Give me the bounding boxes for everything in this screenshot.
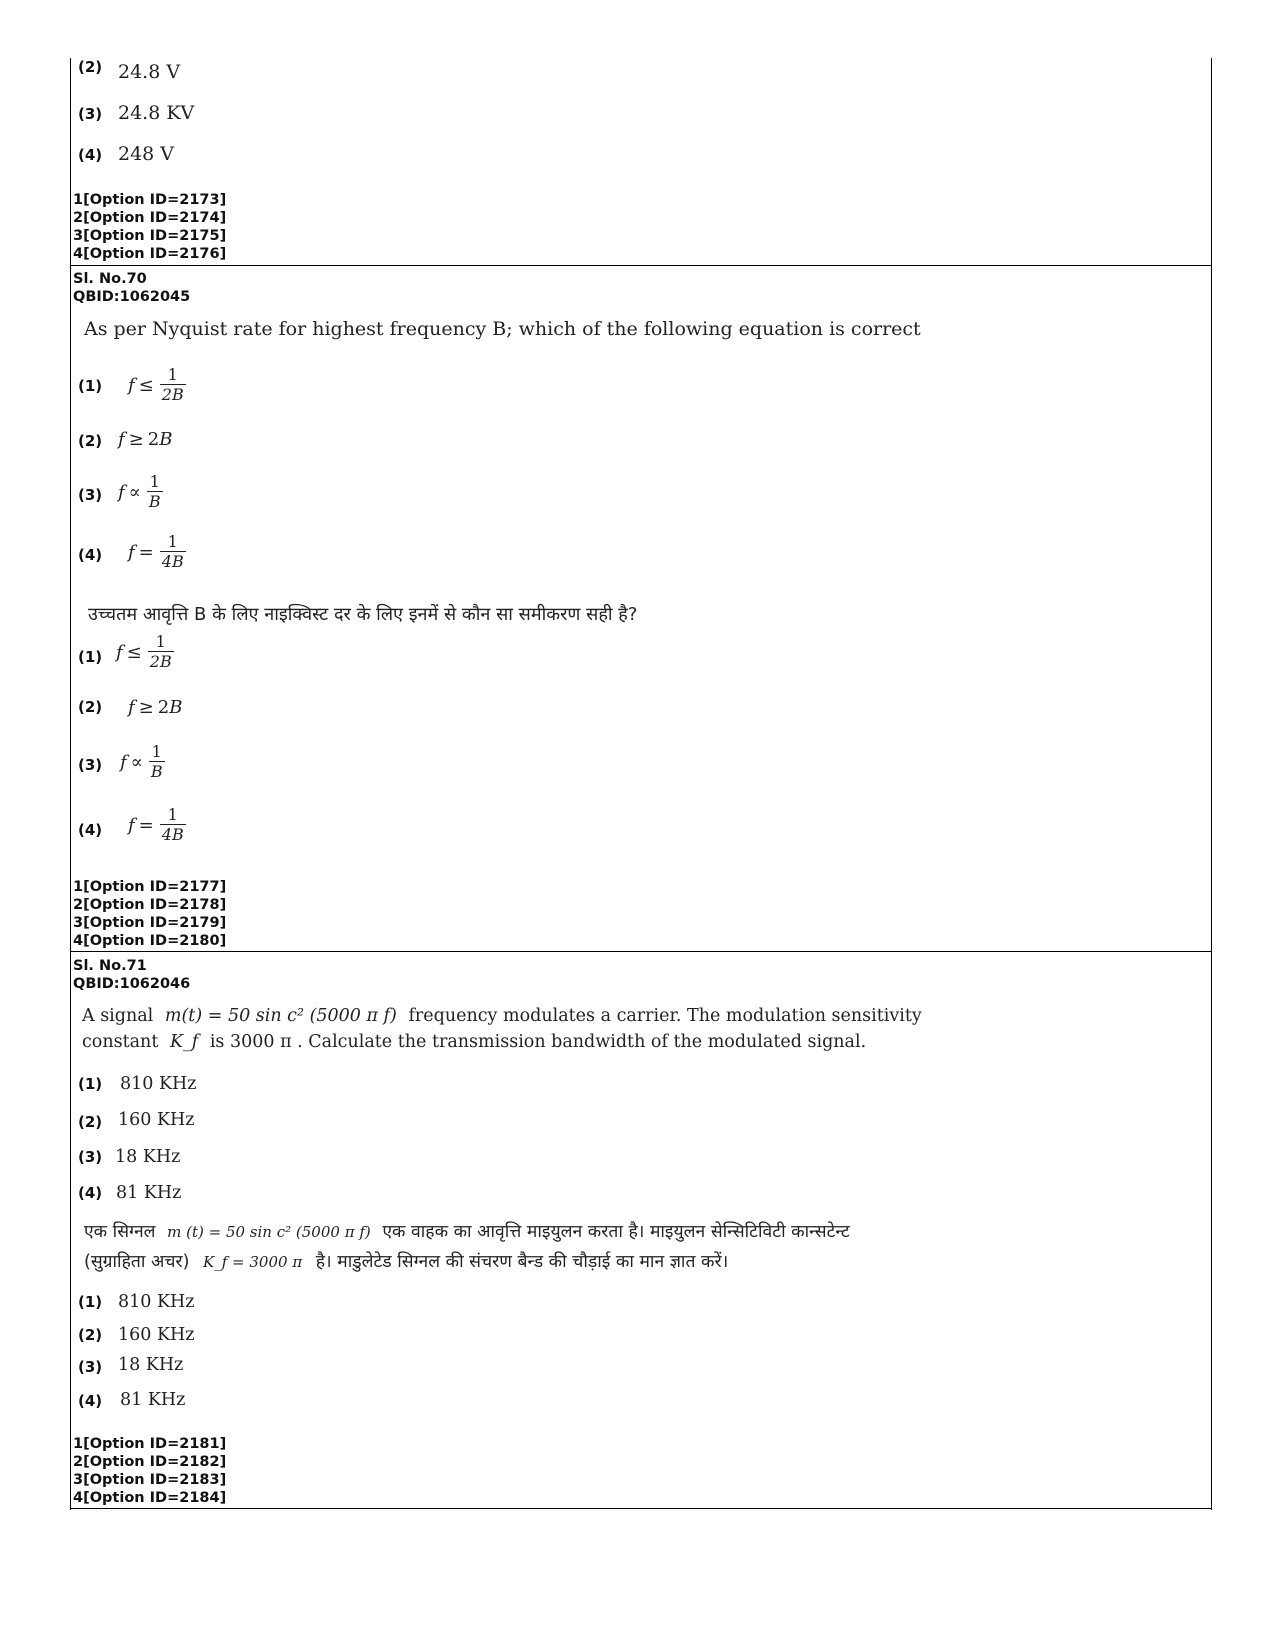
option-id: 4[Option ID=2184] xyxy=(73,1490,227,1506)
divider xyxy=(70,951,1212,952)
option-id: 3[Option ID=2183] xyxy=(73,1472,227,1488)
option-number: (1) xyxy=(78,648,103,666)
option-number: (4) xyxy=(78,1392,103,1410)
option-number: (4) xyxy=(78,546,103,564)
option-value: 160 KHz xyxy=(118,1110,195,1130)
option-value: 81 KHz xyxy=(120,1390,186,1410)
option-id: 1[Option ID=2173] xyxy=(73,192,227,208)
option-value: 81 KHz xyxy=(116,1183,182,1203)
question-text-hi-line2: (सुग्राहिता अचर) K_f = 3000 π है। माडुलेटेड सिग्नल की संचरण बैन्ड की चौड़ाई का मान ज्ञात करें। xyxy=(84,1252,729,1272)
option-formula: f ∝ $\frac{1}{B}$ xyxy=(118,472,161,511)
option-number: (2) xyxy=(78,1326,103,1344)
option-number: (2) xyxy=(78,58,103,76)
option-formula: f = $\frac{1}{4B}$ xyxy=(128,805,184,844)
option-id: 4[Option ID=2176] xyxy=(73,246,227,262)
option-number: (2) xyxy=(78,698,103,716)
option-value: 24.8 V xyxy=(118,61,181,83)
divider xyxy=(70,1508,1212,1509)
option-id: 1[Option ID=2177] xyxy=(73,879,227,895)
option-number: (4) xyxy=(78,821,103,839)
formula: K_f xyxy=(169,1032,199,1052)
option-number: (1) xyxy=(78,377,103,395)
qbid: QBID:1062045 xyxy=(73,289,191,305)
option-number: (3) xyxy=(78,1358,103,1376)
option-id: 2[Option ID=2178] xyxy=(73,897,227,913)
option-formula: f ≤ $\frac{1}{2B}$ xyxy=(128,365,184,404)
option-formula: f ≥ 2 B xyxy=(118,429,173,450)
option-number: (2) xyxy=(78,1113,103,1131)
option-number: (2) xyxy=(78,432,103,450)
option-value: 160 KHz xyxy=(118,1325,195,1345)
option-number: (3) xyxy=(78,756,103,774)
option-id: 4[Option ID=2180] xyxy=(73,933,227,949)
serial-number: Sl. No.71 xyxy=(73,958,147,974)
option-id: 2[Option ID=2182] xyxy=(73,1454,227,1470)
formula: K_f = 3000 π xyxy=(203,1253,303,1271)
option-value: 810 KHz xyxy=(120,1074,197,1094)
question-header xyxy=(73,957,190,993)
question-text-en-line2: constant K_f is 3000 π . Calculate the transmission bandwidth of the modulated signal. xyxy=(82,1032,867,1052)
question-text-en: As per Nyquist rate for highest frequency B; which of the following equation is correct xyxy=(84,318,921,340)
option-value: 18 KHz xyxy=(118,1355,184,1375)
option-number: (3) xyxy=(78,105,103,123)
option-id: 3[Option ID=2179] xyxy=(73,915,227,931)
option-number: (4) xyxy=(78,146,103,164)
option-formula: f ≤ $\frac{1}{2B}$ xyxy=(116,632,172,671)
option-id: 3[Option ID=2175] xyxy=(73,228,227,244)
option-number: (4) xyxy=(78,1184,103,1202)
formula: m(t) = 50 sin c² (5000 π f) xyxy=(164,1006,397,1026)
option-formula: f ∝ $\frac{1}{B}$ xyxy=(120,742,163,781)
option-formula: f = $\frac{1}{4B}$ xyxy=(128,532,184,571)
option-number: (1) xyxy=(78,1075,103,1093)
option-value: 810 KHz xyxy=(118,1292,195,1312)
serial-number: Sl. No.70 xyxy=(73,271,147,287)
option-id: 1[Option ID=2181] xyxy=(73,1436,227,1452)
option-value: 24.8 KV xyxy=(118,102,195,124)
option-value: 248 V xyxy=(118,143,175,165)
option-value: 18 KHz xyxy=(115,1147,181,1167)
question-text-hi: उच्चतम आवृत्ति B के लिए नाइक्विस्ट दर के लिए इनमें से कौन सा समीकरण सही है? xyxy=(88,604,638,625)
question-text-en-line1: A signal m(t) = 50 sin c² (5000 π f) frequency modulates a carrier. The modulation sensitivity xyxy=(82,1006,922,1026)
option-id-list xyxy=(73,191,226,263)
divider xyxy=(70,265,1212,266)
option-number: (1) xyxy=(78,1293,103,1311)
option-id-list xyxy=(73,878,226,950)
question-text-hi-line1: एक सिग्नल m (t) = 50 sin c² (5000 π f) एक वाहक का आवृत्ति माइयुलन करता है। माइयुलन सेन्सिटिविटी कान्सटेन्ट xyxy=(84,1222,850,1242)
option-id: 2[Option ID=2174] xyxy=(73,210,227,226)
option-formula: f ≥ 2 B xyxy=(128,697,183,718)
qbid: QBID:1062046 xyxy=(73,976,191,992)
option-id-list xyxy=(73,1435,226,1507)
question-header xyxy=(73,270,190,306)
option-number: (3) xyxy=(78,1148,103,1166)
page-frame xyxy=(70,58,1212,1510)
formula: m (t) = 50 sin c² (5000 π f) xyxy=(167,1223,371,1241)
option-number: (3) xyxy=(78,486,103,504)
